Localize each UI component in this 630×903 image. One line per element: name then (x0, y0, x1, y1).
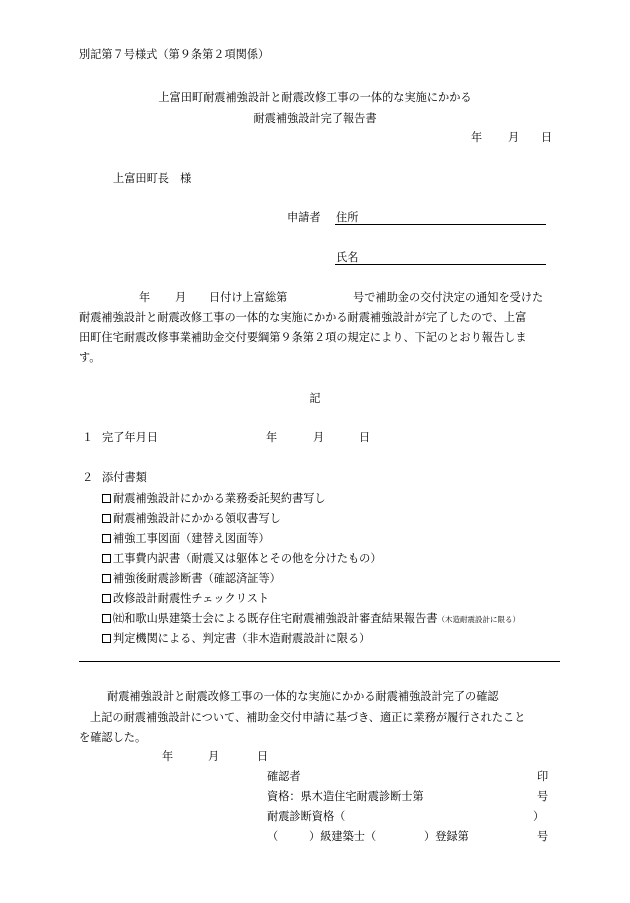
completion-year: 年 (266, 431, 278, 444)
attachment-item: 改修設計耐震性チェックリスト (102, 593, 269, 604)
header-date-day: 日 (541, 131, 553, 144)
attachment-item: 工事費内訳書（耐震又は躯体とその他を分けたもの） (102, 553, 382, 564)
name-field-line (335, 264, 546, 265)
registration-go: 号 (537, 830, 549, 843)
body-line2: 耐震補強設計と耐震改修工事の一体的な実施にかかる耐震補強設計が完了したので、上富 (79, 311, 527, 324)
completion-day: 日 (359, 431, 371, 444)
attachment-item: 耐震補強設計にかかる業務委託契約書写し (102, 493, 326, 504)
attachment-item: 補強後耐震診断書（確認済証等） (102, 573, 281, 584)
attachment-note: （木造耐震設計に限る） (437, 615, 520, 624)
registration-label: ）登録第 (424, 830, 469, 843)
section1-number: １ (82, 431, 94, 444)
confirmation-title: 耐震補強設計と耐震改修工事の一体的な実施にかかる耐震補強設計完了の確認 (107, 690, 499, 703)
section2-label: 添付書類 (102, 471, 147, 484)
header-date-year: 年 (471, 131, 483, 144)
checkbox[interactable] (102, 634, 111, 643)
checkbox[interactable] (102, 554, 111, 563)
seal-mark: 印 (537, 770, 549, 783)
confirmation-text-line2: を確認した。 (79, 731, 147, 744)
body-year: 年 (139, 291, 151, 304)
body-line1-rest: 号で補助金の交付決定の通知を受けた (353, 291, 544, 304)
attachment-item: 耐震補強設計にかかる領収書写し (102, 513, 281, 524)
header-date-month: 月 (508, 131, 520, 144)
attachment-item: ㈳和歌山県建築士会による既存住宅耐震補強設計審査結果報告書（木造耐震設計に限る） (102, 613, 520, 624)
checkbox[interactable] (102, 574, 111, 583)
checkbox[interactable] (102, 514, 111, 523)
checkbox[interactable] (102, 614, 111, 623)
applicant-label: 申請者 (287, 211, 321, 224)
body-line3: 田町住宅耐震改修事業補助金交付要綱第９条第２項の規定により、下記のとおり報告しま (79, 331, 527, 344)
body-month: 月 (175, 291, 187, 304)
checkbox[interactable] (102, 534, 111, 543)
confirmation-year: 年 (162, 750, 174, 763)
address-label: 住所 (336, 211, 359, 224)
body-day-ref: 日付け上富総第 (209, 291, 288, 304)
diagnosis-qualification: 耐震診断資格（ (267, 810, 346, 823)
architect-grade: ）級建築士（ (309, 830, 377, 843)
name-label: 氏名 (336, 251, 359, 264)
qualification-line: 資格：県木造住宅耐震診断士第 (267, 790, 424, 803)
addressee: 上富田町長 様 (113, 172, 192, 185)
confirmation-day: 日 (257, 750, 269, 763)
architect-open-paren: （ (267, 830, 279, 843)
address-field-line (335, 224, 546, 225)
confirmation-month: 月 (208, 750, 220, 763)
confirmation-text-line1: 上記の耐震補強設計について、補助金交付申請に基づき、適正に業務が履行されたこと (90, 711, 526, 724)
attachment-item: 判定機関による、判定書（非木造耐震設計に限る） (102, 633, 370, 644)
body-line4: す。 (79, 351, 101, 364)
section-divider (79, 661, 560, 662)
qualification-go: 号 (537, 790, 549, 803)
completion-month: 月 (313, 431, 325, 444)
section1-label: 完了年月日 (102, 431, 158, 444)
checkbox[interactable] (102, 494, 111, 503)
confirmer-label: 確認者 (267, 770, 301, 783)
diagnosis-close-paren: ） (533, 810, 545, 823)
ki-heading: 記 (309, 392, 321, 405)
form-number: 別記第７号様式（第９条第２項関係） (79, 48, 270, 61)
document-title-line2: 耐震補強設計完了報告書 (253, 112, 377, 125)
section2-number: ２ (82, 471, 94, 484)
attachment-item: 補強工事図面（建替え図面等） (102, 533, 270, 544)
document-title-line1: 上富田町耐震補強設計と耐震改修工事の一体的な実施にかかる (158, 91, 472, 104)
checkbox[interactable] (102, 594, 111, 603)
